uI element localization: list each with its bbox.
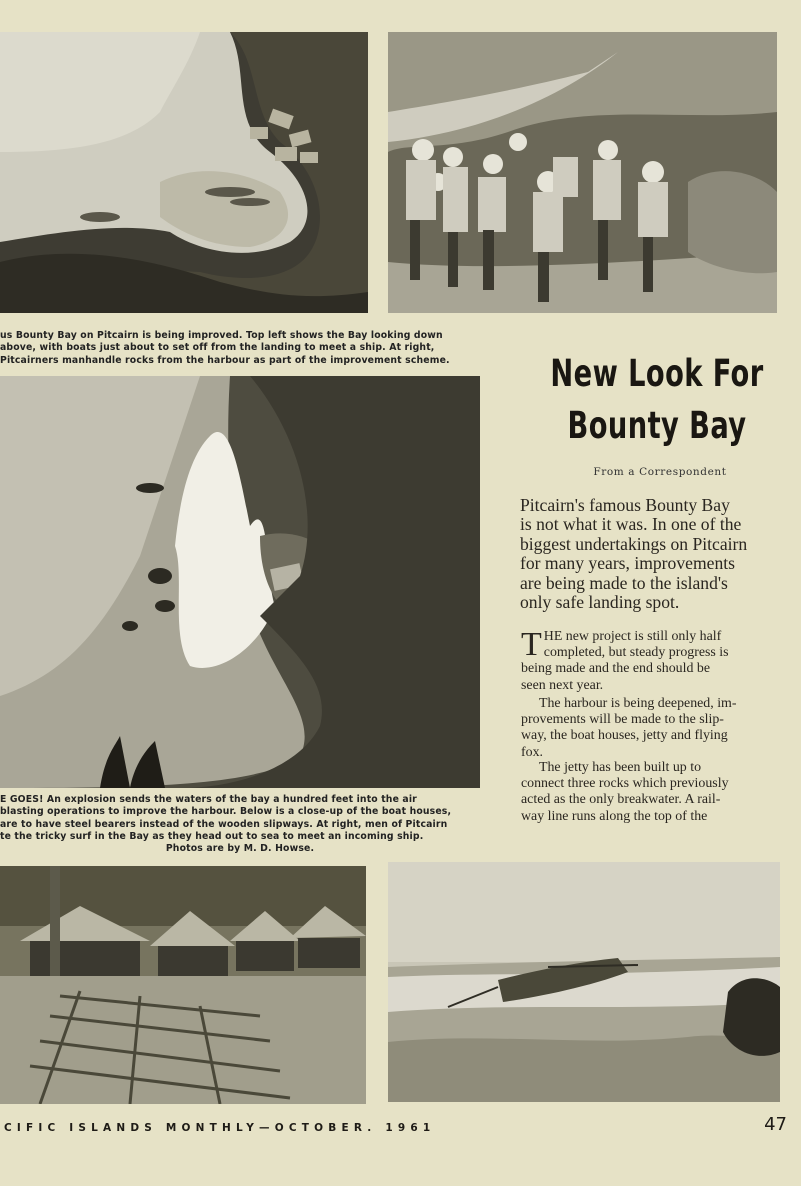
body-line: way, the boat houses, jetty and flying (521, 728, 728, 744)
running-title: CIFIC ISLANDS MONTHLY—OCTOBER. 1961 (4, 1122, 436, 1134)
photo-boat-houses (0, 866, 366, 1104)
photo-credit: Photos are by M. D. Howse. (165, 843, 315, 855)
lede-line: for many years, improvements (520, 553, 735, 574)
lede-line: biggest undertakings on Pitcairn (520, 533, 748, 554)
body-line: The harbour is being deepened, im- (539, 696, 737, 711)
caption-line: E GOES! An explosion sends the waters of the bay a hundred feet into the air (0, 794, 417, 805)
lede-line: only safe landing spot. (520, 592, 680, 613)
caption-top (0, 330, 450, 367)
body-line: completed, but steady progress is (543, 645, 729, 661)
caption-line: above, with boats just about to set off from the landing to meet a ship. At right, (0, 342, 435, 354)
lede-line: are being made to the island's (520, 572, 728, 593)
body-paragraph-3 (521, 760, 783, 825)
caption-line: are to have steel bearers instead of the wooden slipways. At right, men of Pitcairn (0, 818, 448, 830)
lede-line: is not what it was. In one of the (520, 514, 742, 535)
caption-line: blasting operations to improve the harbour. Below is a close-up of the boat houses, (0, 806, 452, 818)
page-footer (0, 1114, 801, 1140)
photo-bay-aerial (0, 32, 368, 313)
caption-line: te the tricky surf in the Bay as they head out to sea to meet an incoming ship. (0, 830, 424, 842)
body-line: way line runs along the top of the (521, 808, 708, 824)
photo-explosion (0, 376, 480, 788)
body-line: provements will be made to the slip- (521, 712, 724, 728)
headline-line-1: New Look For (550, 352, 764, 395)
lede-line: Pitcairn's famous Bounty Bay (520, 495, 730, 515)
photo-pitcairners-rocks (388, 32, 777, 313)
body-line: The jetty has been built up to (539, 760, 702, 775)
page-number: 47 (764, 1114, 787, 1135)
body-line: seen next year. (521, 677, 604, 693)
byline: From a Correspondent (593, 466, 727, 478)
headline-line-2: Bounty Bay (567, 404, 747, 447)
body-line: connect three rocks which previously (521, 776, 729, 792)
body-paragraph-2 (521, 696, 783, 761)
body-line: being made and the end should be (521, 661, 711, 677)
photo-longboat-surf (388, 862, 780, 1102)
body-line: fox. (521, 744, 543, 760)
caption-line: Pitcairners manhandle rocks from the harbour as part of the improvement scheme. (0, 354, 450, 366)
drop-cap: T (521, 626, 542, 663)
body-line: HE new project is still only half (543, 629, 722, 644)
caption-middle (0, 794, 480, 855)
caption-line: us Bounty Bay on Pitcairn is being improved. Top left shows the Bay looking down (0, 330, 443, 341)
lede-paragraph (520, 496, 785, 612)
body-paragraph-1 (521, 626, 783, 694)
body-line: acted as the only breakwater. A rail- (521, 792, 721, 808)
